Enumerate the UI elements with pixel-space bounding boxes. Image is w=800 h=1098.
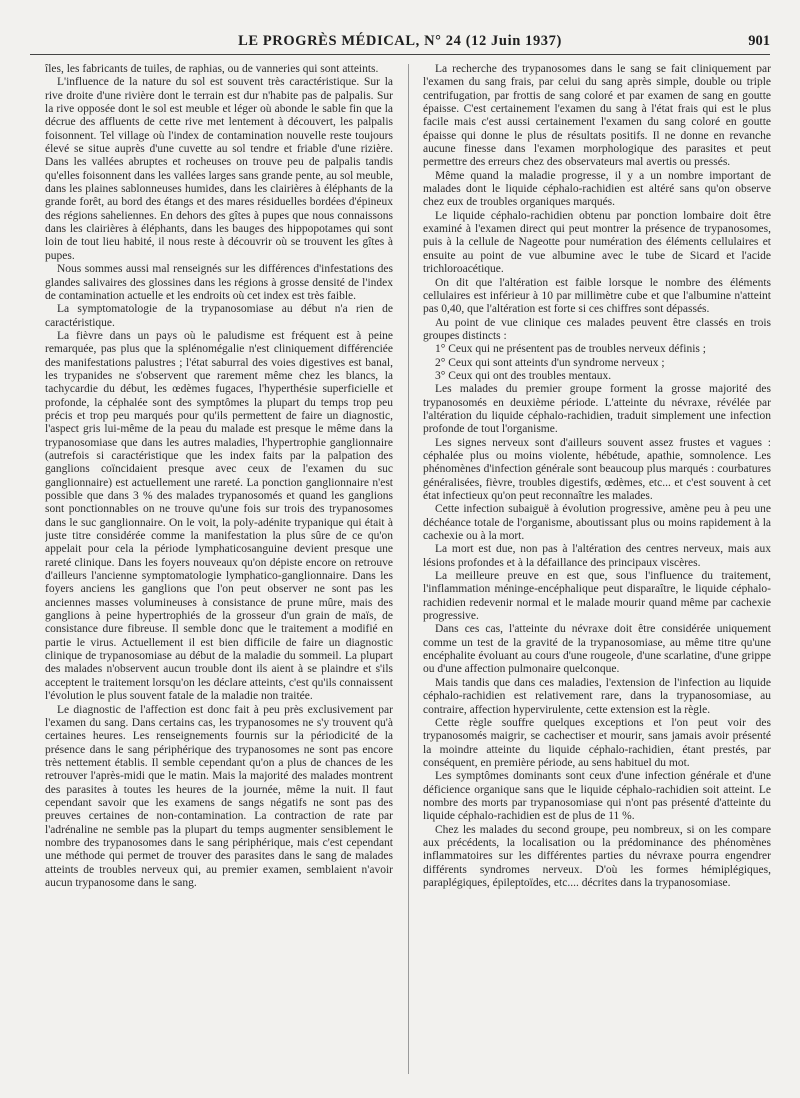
paragraph: Cette infection subaiguë à évolution progressive, amène peu à peu une déchéance totale de l'organisme, aboutissant plus ou moins rapidement à la cachexie ou à la mort. (423, 503, 771, 543)
right-column (423, 63, 771, 1078)
paragraph: L'influence de la nature du sol est souvent très caractéristique. Sur la rive droite d'une rivière dont le terrain est dur n'habite pas de palpalis. Sur la rive opposée dont le sol est meuble et léger où abonde le sable fin que la décrue des affluents de cette rive met lentement à découvert, les palpalis foisonnent. Tel village où l'index de contamination nouvelle reste toujours élevé se situe auprès d'une cuvette au sol tendre et friable d'une rizière. Dans les vallées abruptes et rocheuses on trouve peu de palpalis tandis qu'elles foisonnent dans les vallées larges sans grande pente, au sol meuble, dans les plaines sablonneuses humides, dans les clairières à éléphants de la grande forêt, au bord des étangs et des mares résiduelles bordées d'épineux des régions saheliennes. En dehors des gîtes à pupes que nous connaissons dans les clairières à éléphants, dans les bauges des hippopotames qui sont loin de tout lieu habité, il nous reste à découvrir où se trouvent les gîtes à pupes. (45, 76, 393, 262)
paragraph: La meilleure preuve en est que, sous l'influence du traitement, l'inflammation méninge-encéphalique peut disparaître, le liquide céphalo-rachidien redevenir normal et le malade mourir quand même par cachexie progressive. (423, 570, 771, 623)
column-divider (408, 64, 409, 1074)
paragraph: îles, les fabricants de tuiles, de raphias, ou de vanneries qui sont atteints. (45, 63, 379, 75)
page-header (0, 0, 800, 58)
list-item: 1° Ceux qui ne présentent pas de troubles nerveux définis ; (435, 343, 706, 356)
header-rule (30, 54, 770, 55)
paragraph: Dans ces cas, l'atteinte du névraxe doit être considérée uniquement comme un test de la gravité de la trypanosomiase, au même titre qu'une encéphalite évoluant au cours d'une rougeole, d'une scarlatine, d'une grippe ou d'une affection pulmonaire quelconque. (423, 623, 771, 676)
left-column (45, 63, 393, 1078)
paragraph: Mais tandis que dans ces maladies, l'extension de l'infection au liquide céphalo-rachidien est relativement rare, dans la trypanosomiase, au contraire, affection hypervirulente, cette extension est la règle. (423, 676, 771, 716)
paragraph: Le liquide céphalo-rachidien obtenu par ponction lombaire doit être examiné à l'examen direct qui peut montrer la présence de trypanosomes, puis à la cellule de Nageotte pour numération des éléments cellulaires et ensuite au point de vue albumine avec le tube de Sicard et l'acide trichloroacétique. (423, 209, 771, 276)
paragraph: Chez les malades du second groupe, peu nombreux, si on les compare aux précédents, la localisation ou la prédominance des phénomènes inflammatoires sur les différentes parties du névraxe pourra engendrer différents syndromes nerveux. D'où les formes hémiplégiques, paraplégiques, épileptoïdes, etc.... décrites dans la trypanosomiase. (423, 823, 771, 889)
paragraph: Le diagnostic de l'affection est donc fait à peu près exclusivement par l'examen du sang. Dans certains cas, les trypanosomes ne s'y trouvent qu'à certaines heures. Les renseignements fournis sur la périodicité de la présence dans le sang périphérique des trypanosomes ne sont pas encore très nettement établis. Il semble cependant qu'on a plus de chances de les retrouver l'après-midi que le matin. Mais la majorité des malades montrent des parasites à toutes les heures de la journée, même la nuit. Il faut cependant savoir que les examens de sangs négatifs ne sont pas des preuves certaines de non-contamination. La contraction de rate par l'adrénaline ne semble pas la plupart du temps augmenter sensiblement le nombre des trypanosomes dans le sang périphérique, mais c'est cependant une méthode qui permet de trouver des parasites dans le sang de malades atteints de troubles nerveux qui, au premier examen, semblaient n'avoir aucun trypanosome dans le sang. (45, 703, 393, 889)
paragraph: Même quand la maladie progresse, il y a un nombre important de malades dont le liquide céphalo-rachidien est altéré sans qu'on observe chez eux de troubles organiques marqués. (423, 169, 771, 209)
paragraph: La fièvre dans un pays où le paludisme est fréquent est à peine remarquée, pas plus que la splénomégalie n'est cliniquement différenciée des manifestations palustres ; l'état saburral des voies digestives est banal, les trypanides ne s'observent que rarement même chez les blancs, la tachycardie du début, les œdèmes fugaces, l'hyperthésie superficielle et profonde, la céphalée sont des symptômes la plupart du temps trop peu précis et trop peu marqués pour qu'ils permettent de faire un diagnostic, l'aspect gris lui-même de la peau du malade est presque le même dans la trypanosomiase que dans les autres maladies, l'hypertrophie ganglionnaire (autrefois si caractéristique que les index faits par la palpation des ganglions coïncidaient presque avec ceux de l'examen du suc ganglionnaire) est actuellement une rareté. La ponction ganglionnaire n'est possible que dans 3 % des malades trypanosomés et quand les ganglions sont ponctionnables on ne trouve qu'une fois sur trois des trypanosomes dans le suc ganglionnaire. On le voit, la poly-adénite trypanique qui était à juste titre considérée comme la manifestation la plus sûre de ce qu'on appelait pour cela la période lymphaticosanguine devient presque une rareté clinique. Dans les foyers nouveaux qu'on dépiste encore on retrouve d'ailleurs l'ancienne symptomatologie lymphatico-ganglionnaire. Dans les foyers anciens les ganglions que l'on peut observer ne sont pas les anciennes masses volumineuses à consistance de prune mûre, mais des ganglions à peine hypertrophiés de la grosseur d'un grain de maïs, de consistance dure fibreuse. Il semble donc que le traitement a modifié en partie le virus. Actuellement il est bien difficile de faire un diagnostic clinique de trypanosomiase au début de la maladie du sommeil. La plupart des malades n'observent aucun trouble dont ils aient à se plaindre et s'ils acceptent le traitement lorsqu'on les déclare atteints, c'est qu'ils connaissent l'évolution le plus souvent fatale de la maladie non traitée. (45, 329, 393, 703)
page-number: 901 (748, 33, 770, 49)
paragraph: Cette règle souffre quelques exceptions et l'on peut voir des trypanosomés maigrir, se cachectiser et mourir, sans jamais avoir présenté la moindre atteinte du liquide céphalo-rachidien, étant prestés, par conséquent, en première période, au sens habituel du mot. (423, 716, 771, 769)
list-item: 2° Ceux qui sont atteints d'un syndrome nerveux ; (435, 356, 665, 369)
paragraph: La symptomatologie de la trypanosomiase au début n'a rien de caractéristique. (45, 303, 393, 329)
paragraph: Au point de vue clinique ces malades peuvent être classés en trois groupes distincts : (423, 316, 771, 342)
paragraph: Les malades du premier groupe forment la grosse majorité des trypanosomés en deuxième période. L'atteinte du névraxe, révélée par l'altération du liquide céphalo-rachidien, traduit simplement une infection profonde de tout l'organisme. (423, 383, 771, 436)
paragraph: Les signes nerveux sont d'ailleurs souvent assez frustes et vagues : céphalée plus ou moins violente, hébétude, apathie, somnolence. Les phénomènes d'infection générale sont beaucoup plus marqués : courbatures généralisées, fièvre, troubles digestifs, œdèmes, etc... et c'est souvent à cet état infectieux qu'on peut reconnaître les malades. (423, 436, 771, 502)
paragraph: Les symptômes dominants sont ceux d'une infection générale et d'une déficience organique sans que le liquide céphalo-rachidien soit atteint. Le nombre des morts par trypanosomiase qui n'ont pas présenté d'atteinte du liquide céphalo-rachidien est de plus de 11 %. (423, 770, 771, 823)
paragraph: On dit que l'altération est faible lorsque le nombre des éléments cellulaires est inférieur à 10 par millimètre cube et que l'albumine n'atteint pas 0,40, que l'altération est forte si ces chiffres sont dépassés. (423, 276, 771, 316)
journal-title: LE PROGRÈS MÉDICAL, N° 24 (12 Juin 1937) (238, 33, 562, 49)
paragraph: Nous sommes aussi mal renseignés sur les différences d'infestations des glandes salivaires des glossines dans les régions à grosse densité de l'index de contamination actuelle et les endroits où cet index est très faible. (45, 263, 393, 302)
paragraph: La mort est due, non pas à l'altération des centres nerveux, mais aux lésions profondes et à la défaillance des principaux viscères. (423, 543, 771, 569)
list-item: 3° Ceux qui ont des troubles mentaux. (435, 369, 612, 382)
paragraph: La recherche des trypanosomes dans le sang se fait cliniquement par l'examen du sang frais, par celui du sang après simple, double ou triple centrifugation, par frottis de sang coloré et par examen de sang en goutte épaisse. C'est certainement l'examen du sang à l'état frais qui est le plus facile mais c'est aussi certainement l'examen du sang coloré en goutte épaisse qui donne le plus de résultats positifs. Il ne donne en revanche aucune finesse dans l'examen morphologique des parasites et peut permettre des erreurs chez des observateurs mal avertis ou pressés. (423, 63, 771, 169)
